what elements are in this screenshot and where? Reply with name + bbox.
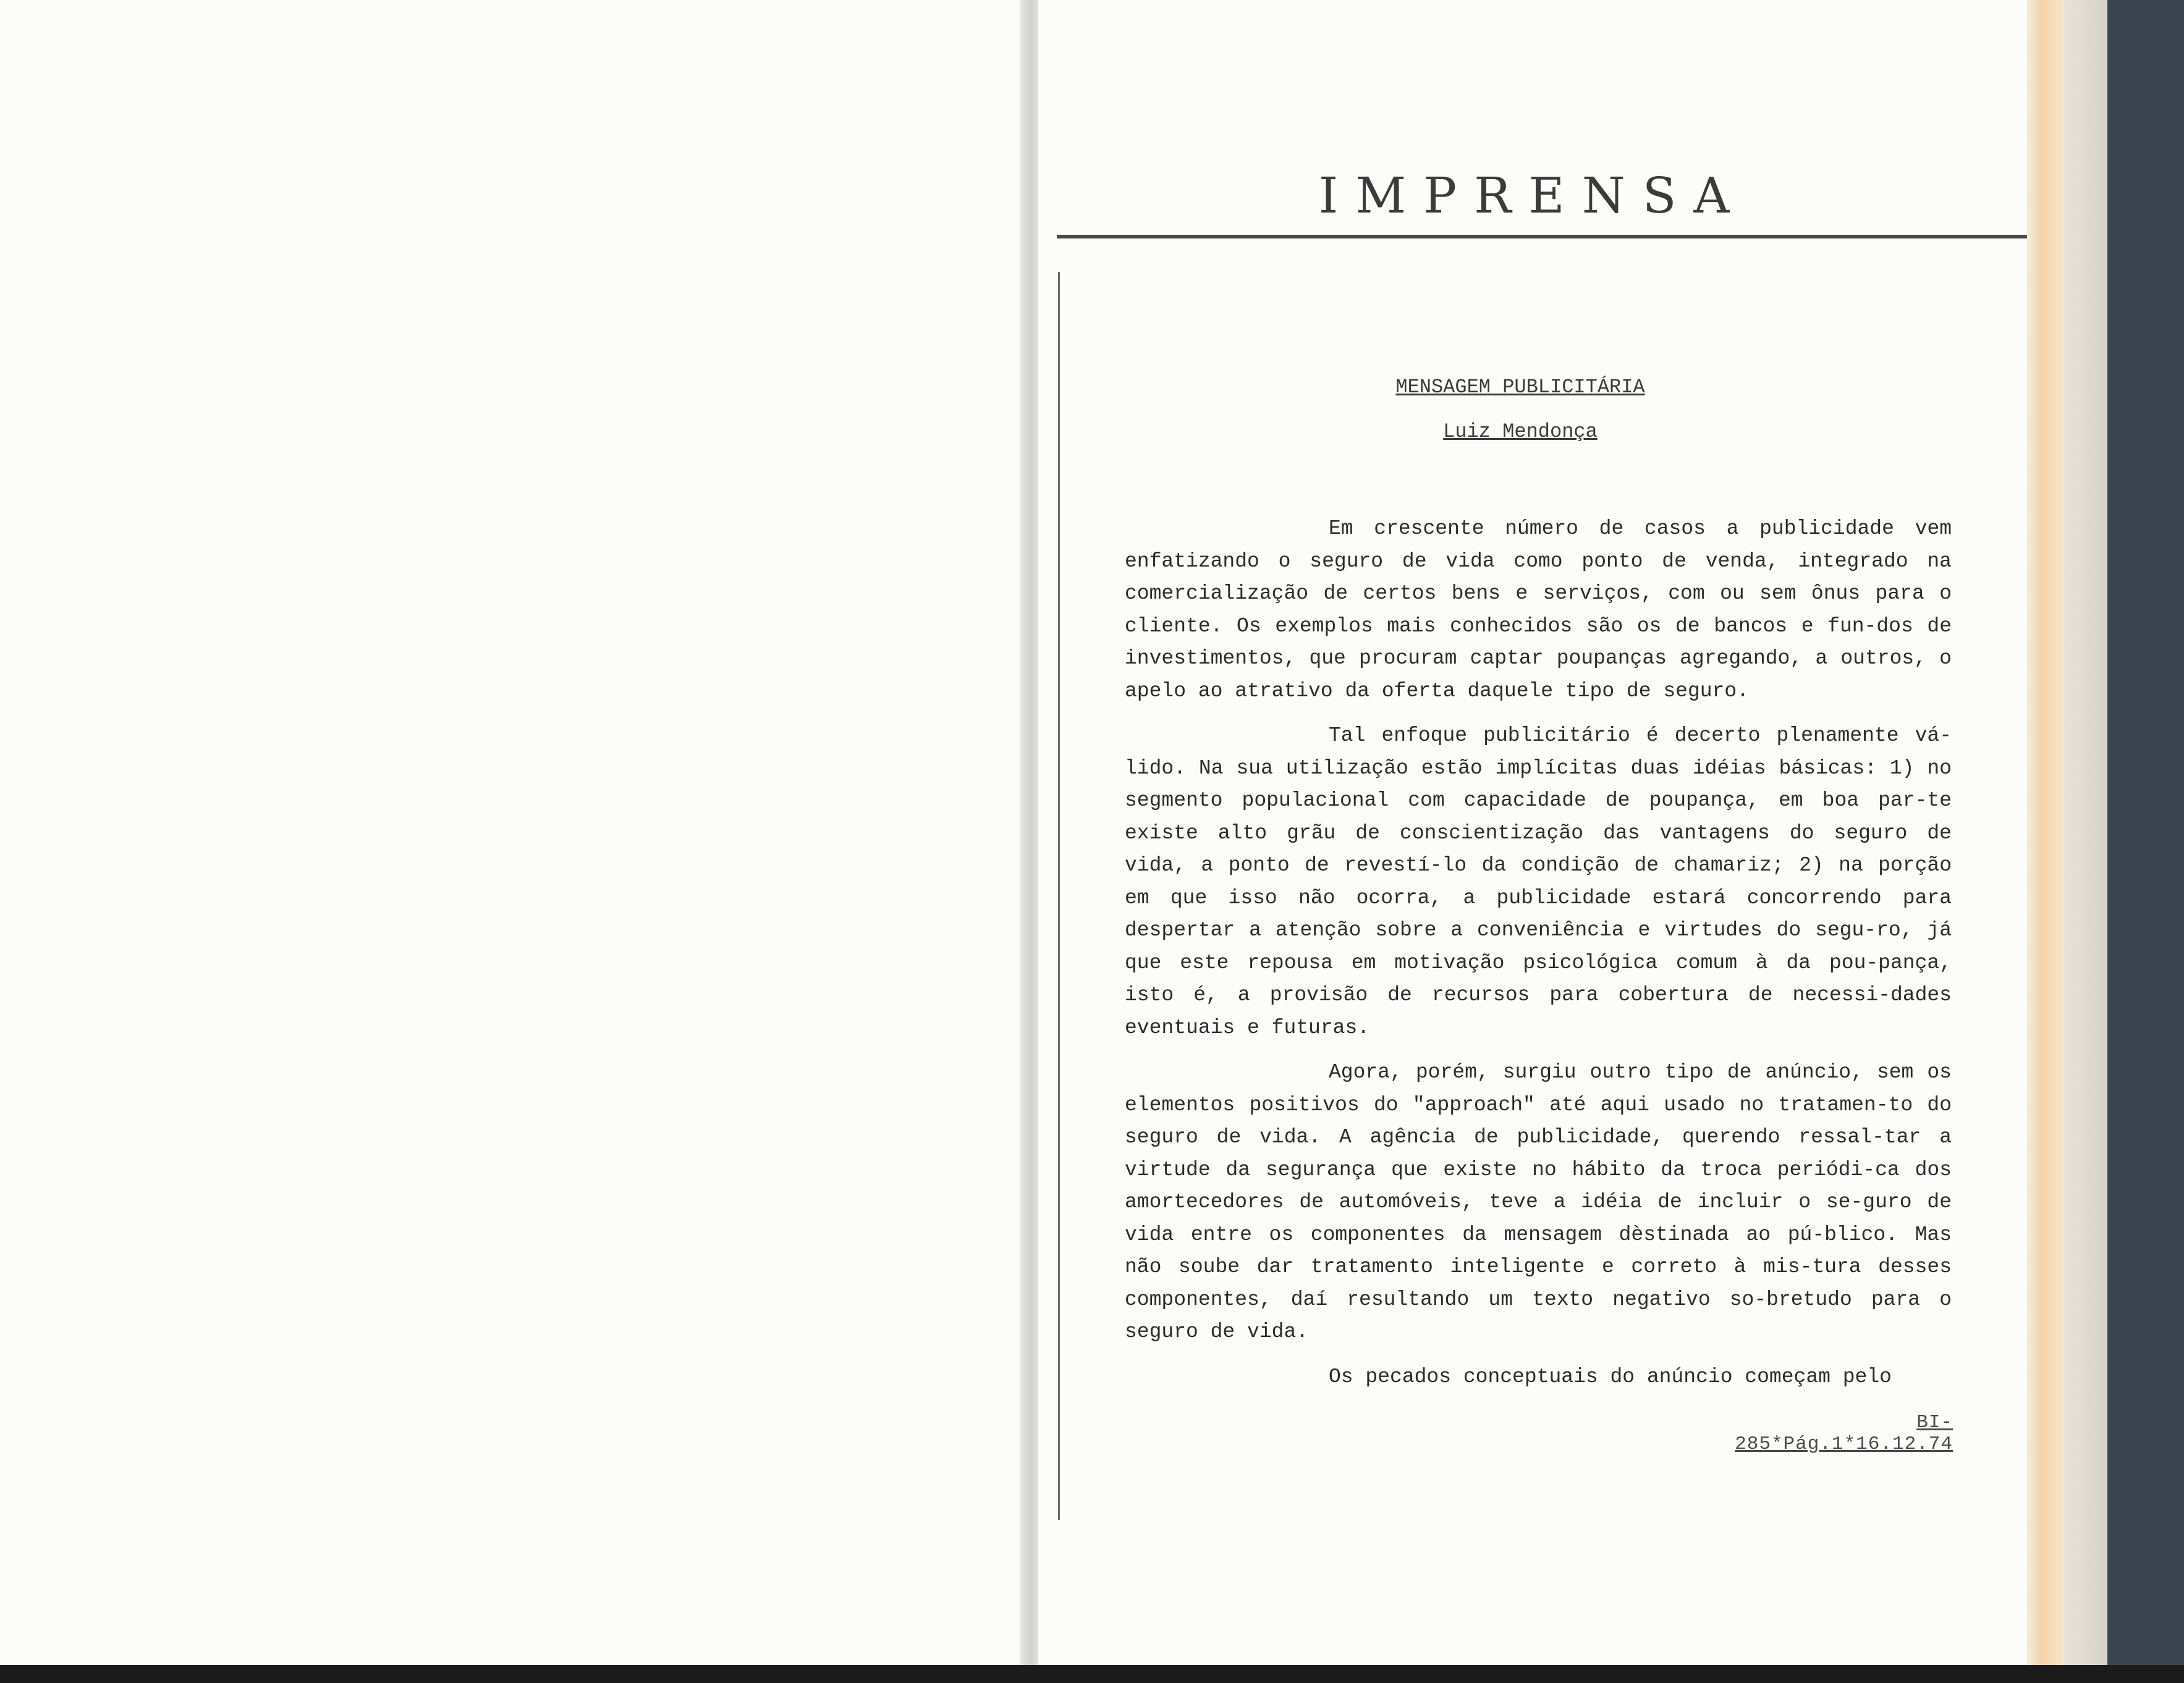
title-rule xyxy=(1057,235,2027,238)
article-title: MENSAGEM PUBLICITÁRIA xyxy=(1395,376,1645,399)
blank-left-page xyxy=(0,0,1026,1665)
paragraph-2: Tal enfoque publicitário é decerto plenamente vá-lido. Na sua utilização estão implícitas duas idéias básicas: 1) no segmento populacional com capacidade de poupança, em boa par-te existe alto grãu de conscientização das vantagens do seguro de vida, a ponto de revestí-lo da condição de chamariz; 2) na porção em que isso não ocorra, a publicidade estará concorrendo para despertar a atenção sobre a conveniência e virtudes do segu-ro, já que este repousa em motivação psicológica comum à da pou-pança, isto é, a provisão de recursos para cobertura de necessi-dades eventuais e futuras. xyxy=(1125,724,1952,1039)
paragraph-3: Agora, porém, surgiu outro tipo de anúncio, sem os elementos positivos do "approach" até aqui usado no tratamen-to do seguro de vida. A agência de publicidade, querendo ressal-tar a virtude da segurança que existe no hábito da troca periódi-ca dos amortecedores de automóveis, teve a idéia de incluir o se-guro de vida entre os componentes da mensagem dèstinada ao pú-blico. Mas não soube dar tratamento inteligente e correto à mis-tura desses componentes, daí resultando um texto negativo so-bretudo para o seguro de vida. xyxy=(1125,1061,1952,1343)
page-stack-edge-inner xyxy=(2064,0,2107,1683)
page-reference: BI-285*Pág.1*16.12.74 xyxy=(1735,1412,1953,1455)
article-body xyxy=(1125,513,1952,1393)
section-title: IMPRENSA xyxy=(1318,167,1747,224)
paragraph-4: Os pecados conceptuais do anúncio começam pelo xyxy=(1329,1365,1892,1388)
margin-rule xyxy=(1058,272,1060,1520)
page-stack-edge xyxy=(2027,0,2064,1683)
article-author: Luiz Mendonça xyxy=(1443,420,1598,443)
binder-cover xyxy=(2107,0,2184,1683)
paragraph-1: Em crescente número de casos a publicidade vem enfatizando o seguro de vida como ponto de venda, integrado na comercialização de certos bens e serviços, com ou sem ônus para o cliente. Os exemplos mais conhecidos são os de bancos e fun-dos de investimentos, que procuram captar poupanças agregando, a outros, o apelo ao atrativo da oferta daquele tipo de seguro. xyxy=(1125,517,1952,702)
scan-bottom-shadow xyxy=(0,1665,2184,1683)
